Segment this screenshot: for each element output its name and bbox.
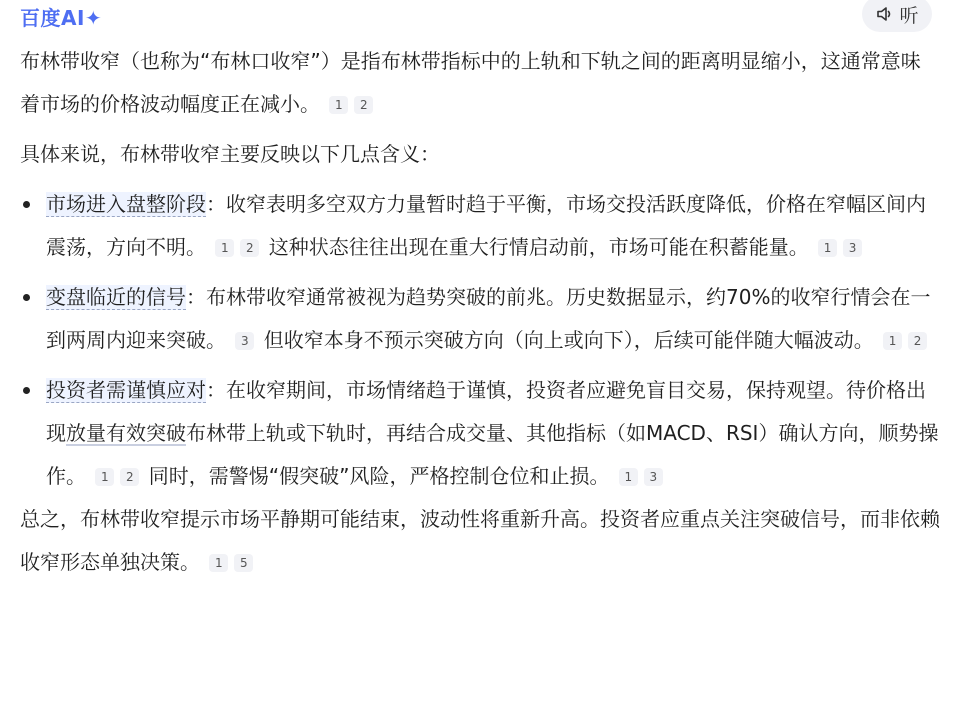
- listen-button[interactable]: [862, 0, 932, 32]
- meaning-list: [20, 183, 940, 498]
- listen-label: 听: [899, 4, 919, 27]
- inline-link[interactable]: 放量有效突破: [66, 421, 186, 445]
- citation-badge[interactable]: 2: [354, 96, 373, 114]
- bullet-dot: [23, 387, 30, 394]
- citation-badge[interactable]: 2: [240, 239, 259, 257]
- citation-badge[interactable]: 1: [329, 96, 348, 114]
- summary-paragraph: [20, 498, 940, 584]
- citation-badge[interactable]: 5: [234, 554, 253, 572]
- point-text: 布林带上轨或下轨时，再结合成交量、其他指标（如MACD、RSI）确认方向，顺势操作。: [46, 421, 939, 488]
- bullet-dot: [23, 294, 30, 301]
- header: [0, 0, 970, 34]
- lead-paragraph: 具体来说，布林带收窄主要反映以下几点含义：: [20, 142, 440, 166]
- citation-badge[interactable]: 1: [619, 468, 638, 486]
- point-text: ：布林带收窄通常被视为趋势突破的前兆。历史数据显示，约70%的收窄行情会在一到两周内迎来突破。: [46, 285, 931, 352]
- point-text: 但收窄本身不预示突破方向（向上或向下），后续可能伴随大幅波动。: [263, 328, 874, 352]
- summary-text: 总之，布林带收窄提示市场平静期可能结束，波动性将重新升高。投资者应重点关注突破信号，而非依赖收窄形态单独决策。: [20, 507, 940, 574]
- answer-content: [20, 40, 940, 584]
- keyword-link[interactable]: 市场进入盘整阶段: [46, 192, 206, 216]
- citation-badge[interactable]: 3: [235, 332, 254, 350]
- point-text: ：在收窄期间，市场情绪趋于谨慎，投资者应避免盲目交易，保持观望。待价格出现: [46, 378, 926, 445]
- citation-badge[interactable]: 1: [95, 468, 114, 486]
- point-text: ：收窄表明多空双方力量暂时趋于平衡，市场交投活跃度降低，价格在窄幅区间内震荡，方向不明。: [46, 192, 926, 259]
- point-text: 同时，需警惕“假突破”风险，严格控制仓位和止损。: [148, 464, 610, 488]
- bullet-dot: [23, 201, 30, 208]
- point-text: 这种状态往往出现在重大行情启动前，市场可能在积蓄能量。: [268, 235, 809, 259]
- citation-badge[interactable]: 2: [120, 468, 139, 486]
- list-item: [20, 369, 940, 498]
- keyword-link[interactable]: 投资者需谨慎应对: [46, 378, 206, 402]
- intro-paragraph: [20, 40, 940, 126]
- keyword-link[interactable]: 变盘临近的信号: [46, 285, 186, 309]
- citation-badge[interactable]: 1: [883, 332, 902, 350]
- intro-text: 布林带收窄（也称为“布林口收窄”）是指布林带指标中的上轨和下轨之间的距离明显缩小，这通常意味着市场的价格波动幅度正在减小。: [20, 49, 921, 116]
- citation-badge[interactable]: 3: [644, 468, 663, 486]
- citation-badge[interactable]: 1: [209, 554, 228, 572]
- citation-badge[interactable]: 3: [843, 239, 862, 257]
- list-item: [20, 276, 940, 362]
- citation-badge[interactable]: 1: [818, 239, 837, 257]
- citation-badge[interactable]: 1: [215, 239, 234, 257]
- citation-badge[interactable]: 2: [908, 332, 927, 350]
- list-item: [20, 183, 940, 269]
- baidu-ai-logo[interactable]: 百度AI✦: [20, 6, 103, 30]
- speaker-icon: [875, 4, 895, 24]
